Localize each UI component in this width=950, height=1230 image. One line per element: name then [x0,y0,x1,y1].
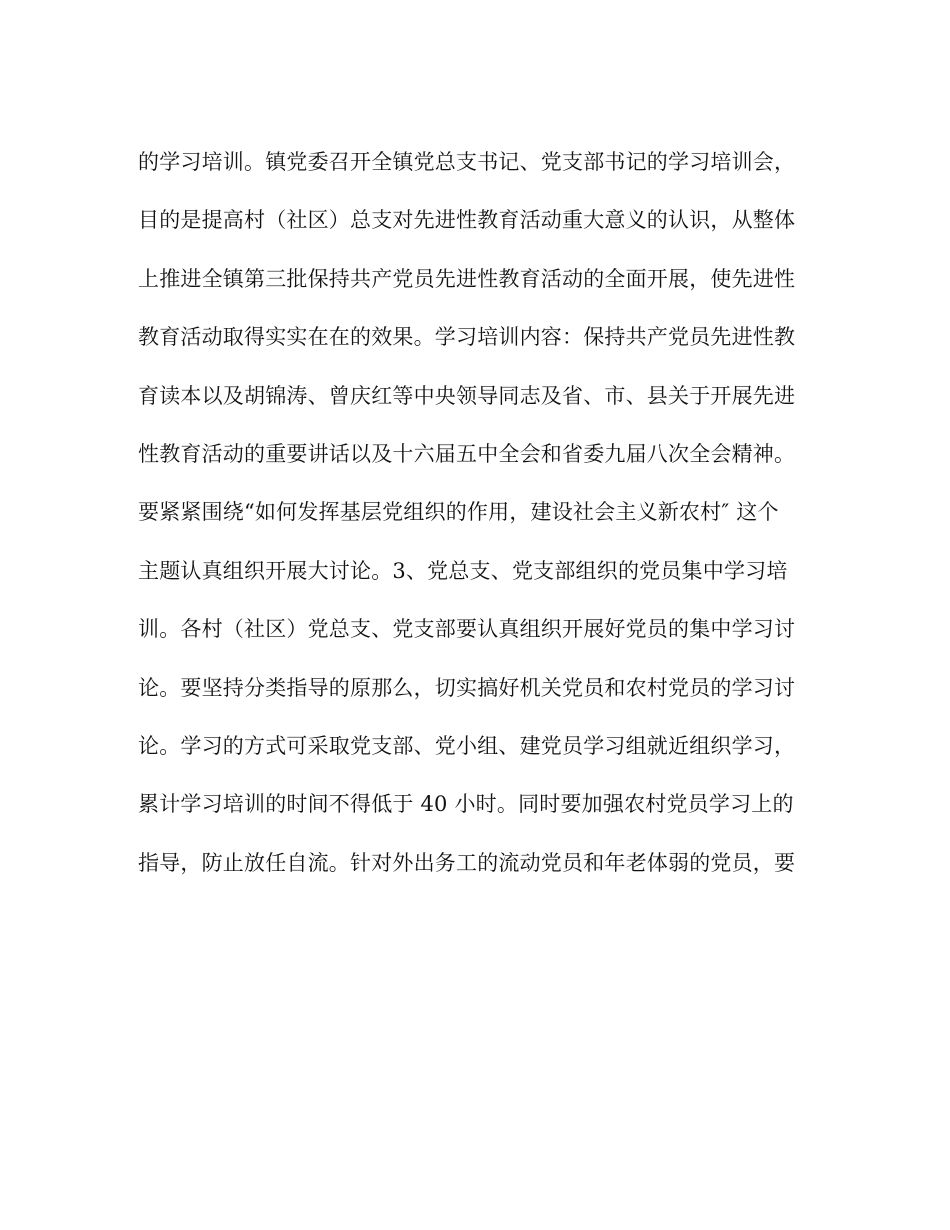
text-line-8: 主题认真组织开展大讨论。3、党总支、党支部组织的党员集中学习培 [138,558,788,583]
text-line-11: 论。学习的方式可采取党支部、党小组、建党员学习组就近组织学习， [138,733,796,758]
body-text [138,133,818,892]
text-line-4: 教育活动取得实实在在的效果。学习培训内容：保持共产党员先进性教 [138,325,796,350]
text-line-7: 要紧紧围绕“如何发挥基层党组织的作用，建设社会主义新农村″ 这个 [138,500,779,525]
text-line-2: 目的是提高村（社区）总支对先进性教育活动重大意义的认识，从整体 [138,208,796,233]
text-line-6: 性教育活动的重要讲话以及十六届五中全会和省委九届八次全会精神。 [138,441,796,466]
text-line-13: 指导，防止放任自流。针对外出务工的流动党员和年老体弱的党员，要 [138,850,796,875]
text-line-3: 上推进全镇第三批保持共产党员先进性教育活动的全面开展，使先进性 [138,266,796,291]
text-line-1: 的学习培训。镇党委召开全镇党总支书记、党支部书记的学习培训会， [138,150,796,174]
text-line-5: 育读本以及胡锦涛、曾庆红等中央领导同志及省、市、县关于开展先进 [138,383,796,408]
text-line-9: 训。各村（社区）党总支、党支部要认真组织开展好党员的集中学习讨 [138,617,796,642]
text-line-12: 累计学习培训的时间不得低于 40 小时。同时要加强农村党员学习上的 [138,792,794,817]
text-line-10: 论。要坚持分类指导的原那么，切实搞好机关党员和农村党员的学习讨 [138,675,796,700]
